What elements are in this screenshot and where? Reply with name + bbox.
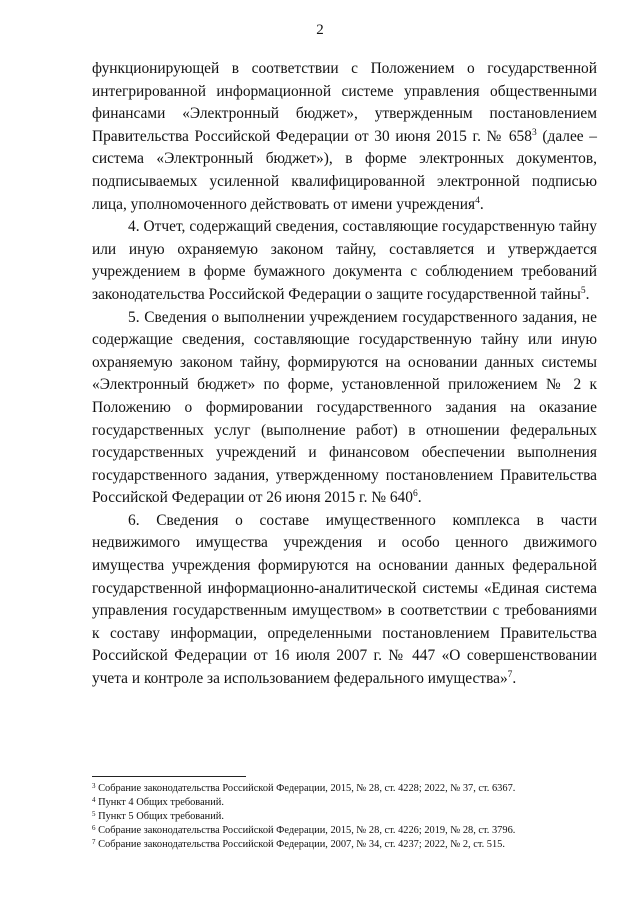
paragraph-text: 6. Сведения о составе имущественного комплекса в части недвижимого имущества учреждения и особо ценного движимого имущества учреждения формируются на основании данных федеральной государственной информационно-аналитической системы «Единая система управления государственным имуществом» в соответствии с требованиями к составу информации, определенными постановлением Правительства Российской Федерации от 16 июля 2007 г. № 447 «О совершенствовании учета и контроле за использованием федерального имущества»: [92, 511, 597, 688]
paragraph-continuation: [92, 58, 597, 216]
footnote-ref: 3: [531, 127, 537, 138]
paragraph-end: .: [585, 285, 590, 303]
footnote-ref: 6: [412, 489, 418, 500]
document-body: [92, 58, 597, 691]
footnote: [92, 796, 597, 810]
footnote-text: Пункт 4 Общих требований.: [95, 796, 224, 808]
footnote-number: 7: [92, 837, 96, 846]
paragraph-4: [92, 216, 597, 306]
footnote: [92, 782, 597, 796]
page-number: 2: [316, 22, 324, 38]
footnote-separator: [92, 776, 246, 777]
footnote-number: 4: [92, 795, 96, 804]
paragraph-end: .: [512, 670, 517, 688]
paragraph-end: .: [417, 489, 422, 507]
footnote-text: Собрание законодательства Российской Федерации, 2007, № 34, ст. 4237; 2022, № 2, ст. 515.: [95, 838, 505, 850]
footnote-number: 5: [92, 809, 96, 818]
footnote-text: Собрание законодательства Российской Федерации, 2015, № 28, ст. 4228; 2022, № 37, ст. 6367.: [95, 783, 516, 794]
paragraph-6: [92, 510, 597, 691]
paragraph-end: .: [479, 195, 484, 213]
paragraph-5: [92, 307, 597, 510]
footnote-ref: 7: [507, 670, 513, 681]
footnotes: [92, 782, 597, 852]
footnote-text: Собрание законодательства Российской Федерации, 2015, № 28, ст. 4226; 2019, № 28, ст. 3796.: [95, 824, 516, 836]
footnote-text: Пункт 5 Общих требований.: [95, 810, 224, 822]
footnote-ref: 4: [475, 195, 480, 206]
footnote-number: 6: [92, 823, 96, 832]
footnote-ref: 5: [580, 285, 586, 296]
footnote: [92, 824, 597, 838]
footnote-number: 3: [92, 782, 96, 790]
paragraph-text: 4. Отчет, содержащий сведения, составляющие государственную тайну или иную охраняемую законом тайну, составляется и утверждается учреждением в форме бумажного документа с соблюдением требований законодательства Российской Федерации о защите государственной тайны: [92, 218, 597, 303]
footnote: [92, 838, 597, 852]
paragraph-text: (далее – система «Электронный бюджет»), в форме электронных документов, подписываемых усиленной квалифицированной электронной подписью лица, уполномоченного действовать от имени учреждения: [92, 127, 597, 213]
paragraph-text: 5. Сведения о выполнении учреждением государственного задания, не содержащие сведения, составляющие государственную тайну или иную охраняемую законом тайну, формируются на основании данных системы «Электронный бюджет» по форме, установленной приложением № 2 к Положению о формировании государственного задания на оказание государственных услуг (выполнение работ) в отношении федеральных государственных учреждений и финансовом обеспечении выполнения государственного задания, утвержденному постановлением Правительства Российской Федерации от 26 июня 2015 г. № 640: [92, 308, 597, 507]
footnote: [92, 810, 597, 824]
paragraph-text: функционирующей в соответствии с Положением о государственной интегрированной информационной системе управления общественными финансами «Электронный бюджет», утвержденным постановлением Правительства Российской Федерации от 30 июня 2015 г. № 658: [92, 60, 597, 145]
